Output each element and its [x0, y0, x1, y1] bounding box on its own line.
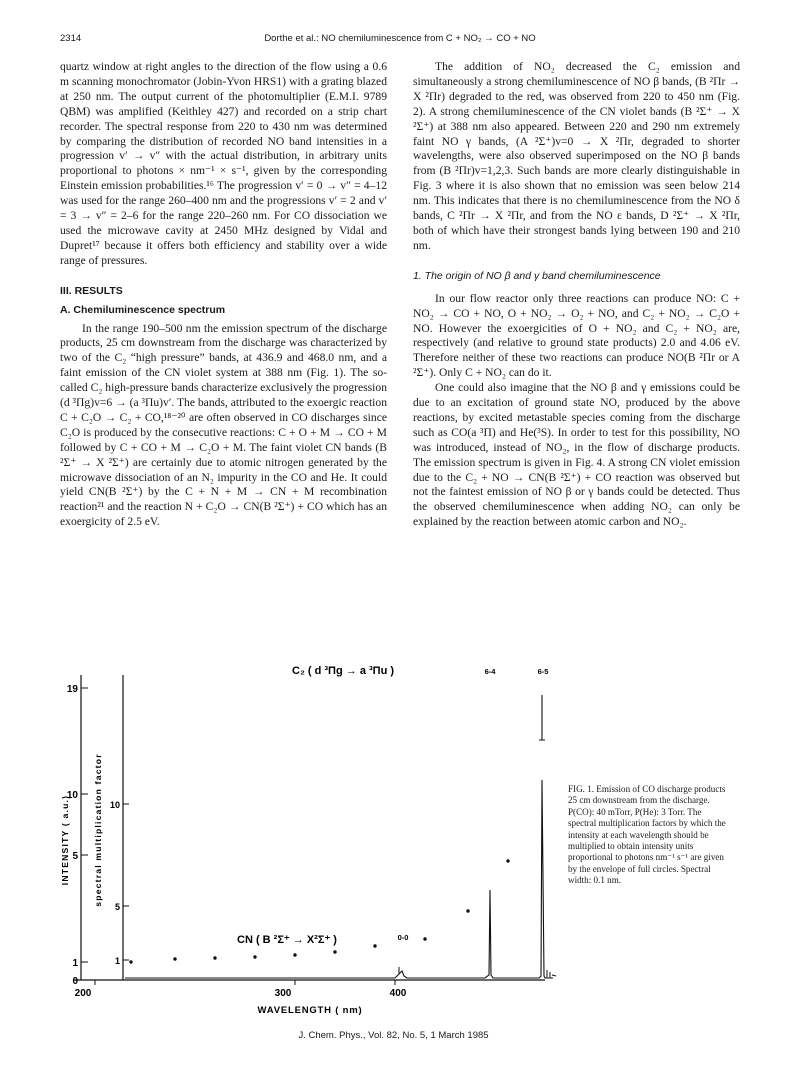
x-axis-label: WAVELENGTH ( nm)	[257, 1005, 363, 1015]
factor-point	[293, 953, 296, 956]
section-heading: III. RESULTS	[60, 284, 123, 297]
right-column	[413, 60, 740, 530]
spectrum-trace	[125, 780, 553, 978]
trace-tail	[547, 970, 556, 978]
paragraph: One could also imagine that the NO β and γ emissions could be due to an excitation of ground state NO, produced by the above reactions, by excited metastable species coming from the discharge such as CO(a ³Π) and He(³S). In order to test for this possibility, NO was introduced, instead of NO₂, in the flow of discharge products. The emission spectrum is given in Fig. 4. A strong CN violet emission due to the C₂ + NO → CN(B ²Σ⁺) + CO reaction was observed but not the faintest emission of NO β or γ bands could be detected. Thus the observed chemiluminescence when adding NO₂ can only be explained by the reaction between atomic carbon and NO₂.	[413, 381, 740, 529]
subsection-heading: 1. The origin of NO β and γ band chemiluminescence	[413, 269, 661, 282]
band-6-4-label: 6-4	[484, 667, 496, 676]
subsection-heading: A. Chemiluminescence spectrum	[60, 303, 226, 316]
left-column	[60, 60, 387, 530]
multiplication-factor-points	[129, 859, 509, 963]
x-tick-label: 200	[74, 988, 92, 999]
y-axis-label: INTENSITY ( a.u.)	[60, 794, 70, 886]
paragraph: In our flow reactor only three reactions can produce NO: C + NO₂ → CO + NO, O + NO₂ → O₂ + NO, and C₂ + NO₂ → C₂O + NO. However the exoergicities of O + NO₂ and C₂ + NO₂ are, respectively (and relative to ground state products) 2.0 and 4.06 eV. Therefore neither of these two reactions can produce NO(B ²Πr or A ²Σ⁺). Only C + NO₂ can do it.	[413, 291, 740, 380]
paragraph: In the range 190–500 nm the emission spectrum of the discharge products, 25 cm downstream from the discharge was characterized by two of the C₂ “high pressure” bands, at 436.9 and 468.0 nm, and a faint emission of the CN violet system at 388 nm (Fig. 1). The so-called C₂ high-pressure bands characterize exclusively the progression (d ³Πg)v=6 → (a ³Πu)v′. The bands, attributed to the exoergic reaction C + C₂O → C₂ + CO,¹⁸⁻²⁰ are often observed in CO discharges since C₂O is produced by the consecutive reactions: C + O + M → CO + M followed by C + CO + M → C₂O + M. The faint violet CN bands (B ²Σ⁺ → X ²Σ⁺) are certainly due to atomic nitrogen generated by the microwave dissociation of an N₂ impurity in the CO and He. It could yield CN(B ²Σ⁺) by the C + N + M → CN + M recombination reaction²¹ and the reaction N + C₂O → CN(B ²Σ⁺) + CO which has an exoergicity of 2.5 eV.	[60, 321, 387, 529]
running-header	[60, 33, 740, 47]
page-number: 2314	[60, 33, 82, 44]
figure-1	[55, 640, 575, 1015]
y-tick-label: 19	[66, 684, 78, 695]
inner-tick-label: 1	[114, 956, 120, 966]
factor-point	[253, 955, 256, 958]
inner-tick-label: 5	[114, 902, 120, 912]
multiplication-factor-label: spectral multiplication factor	[93, 753, 103, 907]
y-tick-label: 1	[72, 958, 78, 969]
y-tick-label: 5	[72, 851, 78, 862]
factor-point	[373, 944, 376, 947]
journal-footer: J. Chem. Phys., Vol. 82, No. 5, 1 March 1985	[298, 1030, 489, 1041]
inner-tick-label: 10	[109, 800, 120, 810]
y-tick-label: 0	[72, 976, 78, 987]
figure-caption: FIG. 1. Emission of CO discharge products 25 cm downstream from the discharge. P(CO): 40 mTorr, P(He): 3 Torr. The spectral multiplication factors by which the intensity at each wavelength should be multiplied to obtain intensity units proportional to photons nm⁻¹ s⁻¹ are given by the envelope of full circles. Spectral width: 0.1 nm.	[568, 784, 726, 886]
y-tick-label: 10	[66, 790, 78, 801]
c2-system-label: C₂ ( d ³Πg → a ³Πu )	[292, 665, 395, 677]
factor-point	[466, 909, 469, 912]
factor-point	[173, 957, 176, 960]
paragraph: quartz window at right angles to the direction of the flow using a 0.6 m scanning monochromator (Jobin-Yvon HRS1) with a grating blazed at 250 nm. The output current of the photomultiplier (E.M.I. 9789 QBM) was amplified (Keithley 427) and recorded on a strip chart recorder. The spectral response from 220 to 430 nm was determined by comparing the distribution of recorded NO band intensities in a progression v′ → v″ with the actual distribution, in arbitrary units proportional to photons × nm⁻¹ × s⁻¹, given by the corresponding Einstein emission probabilities.¹⁶ The progression v′ = 0 → v″ = 4–12 was used for the range 260–400 nm and the progressions v′ = 2 and v′ = 3 → v″ = 2–6 for the range 220–260 nm. For CO dissociation we used the microwave cavity at 2450 MHz designed by Vidal and Dupret¹⁷ because it offers both efficiency and stability over a wide range of pressures.	[60, 60, 387, 267]
cn-band-label: 0-0	[397, 933, 409, 942]
x-tick-label: 400	[389, 988, 407, 999]
running-title: Dorthe et al.: NO chemiluminescence from C + NO₂ → CO + NO	[264, 33, 536, 44]
factor-point	[129, 960, 132, 963]
factor-point	[333, 950, 336, 953]
cn-system-label: CN ( B ²Σ⁺ → X²Σ⁺ )	[237, 934, 337, 946]
band-6-5-label: 6-5	[537, 667, 549, 676]
factor-point	[213, 956, 216, 959]
factor-point	[506, 859, 509, 862]
x-tick-label: 300	[274, 988, 292, 999]
paragraph: The addition of NO₂ decreased the C₂ emission and simultaneously a strong chemiluminescence of NO β bands, (B ²Πr → X ²Πr) degraded to the red, was observed from 220 to 450 nm (Fig. 2). A strong chemiluminescence of the CN violet bands (B ²Σ⁺ → X ²Σ⁺) at 388 nm also appeared. Between 220 and 290 nm extremely faint NO γ bands, (A ²Σ⁺)v=0 → X ²Πr, degraded to shorter wavelengths, were also observed superimposed on the NO β bands from (B ²Πr)v=1,2,3. Such bands are more clearly distinguishable in Fig. 3 where it is also shown that no emission was seen below 214 nm. This indicates that there is no chemiluminescence from the NO δ bands, C ²Πr → X ²Πr, and from the NO ε bands, D ²Σ⁺ → X ²Πr, both of which have their strongest bands lying between 190 and 210 nm.	[413, 60, 740, 252]
factor-point	[423, 937, 426, 940]
emission-spectrum-plot	[55, 640, 575, 1015]
